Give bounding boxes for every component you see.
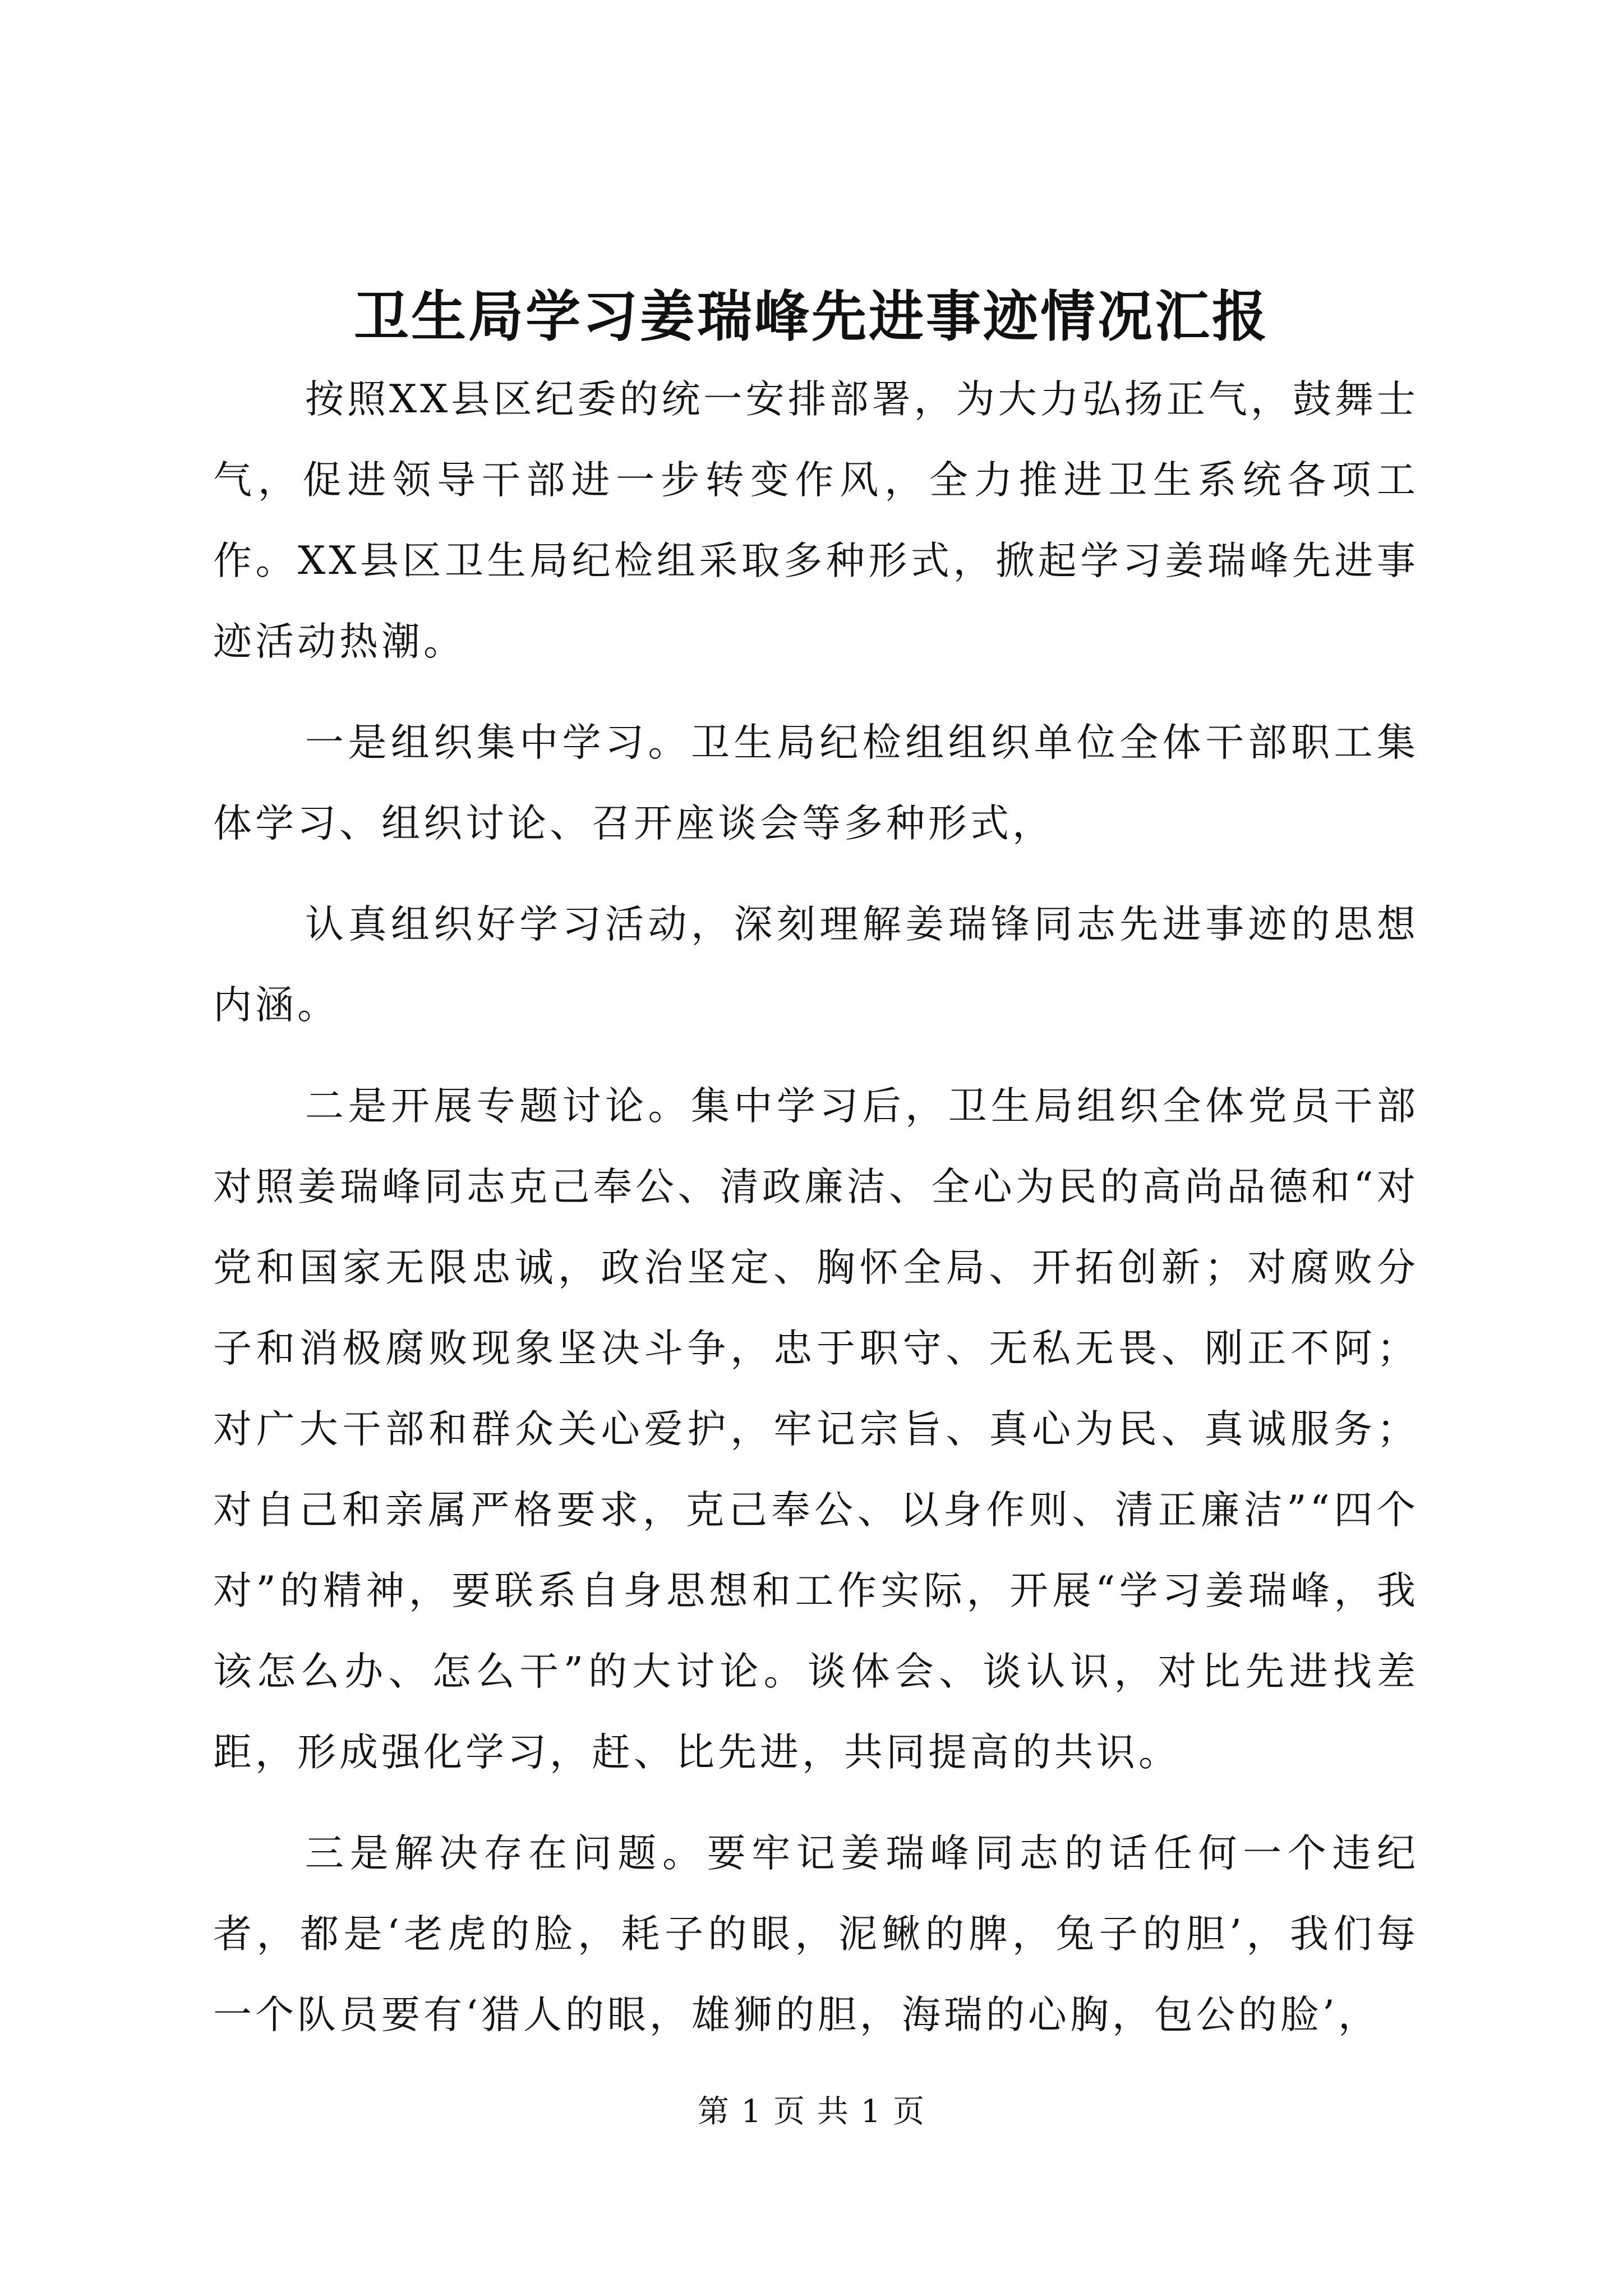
paragraph-study: 一是组织集中学习。卫生局纪检组组织单位全体干部职工集体学习、组织讨论、召开座谈会等多种形式， xyxy=(213,720,1419,846)
document-body xyxy=(213,359,1419,2076)
paragraph-intro: 按照XX县区纪委的统一安排部署，为大力弘扬正气，鼓舞士气，促进领导干部进一步转变作风，全力推进卫生系统各项工作。XX县区卫生局纪检组采取多种形式，掀起学习姜瑞峰先进事迹活动热潮。 xyxy=(213,377,1419,664)
page-footer: 第 1 页 共 1 页 xyxy=(697,2093,926,2130)
paragraph-discussion: 二是开展专题讨论。集中学习后，卫生局组织全体党员干部对照姜瑞峰同志克己奉公、清政廉洁、全心为民的高尚品德和“对党和国家无限忠诚，政治坚定、胸怀全局、开拓创新；对腐败分子和消极腐败现象坚决斗争，忠于职守、无私无畏、刚正不阿；对广大干部和群众关心爱护，牢记宗旨、真心为民、真诚服务；对自己和亲属严格要求，克己奉公、以身作则、清正廉洁”“四个对”的精神，要联系自身思想和工作实际，开展“学习姜瑞峰，我该怎么办、怎么干”的大讨论。谈体会、谈认识，对比先进找差距，形成强化学习，赶、比先进，共同提高的共识。 xyxy=(213,1084,1419,1775)
document-title: 卫生局学习姜瑞峰先进事迹情况汇报 xyxy=(353,284,1269,349)
paragraph-problems: 三是解决存在问题。要牢记姜瑞峰同志的话任何一个违纪者，都是‘老虎的脸，耗子的眼，泥鳅的脾，兔子的胆’，我们每一个队员要有‘猎人的眼，雄狮的胆，海瑞的心胸，包公的脸’， xyxy=(213,1831,1419,2037)
paragraph-study-continued: 认真组织好学习活动，深刻理解姜瑞锋同志先进事迹的思想内涵。 xyxy=(213,902,1419,1028)
